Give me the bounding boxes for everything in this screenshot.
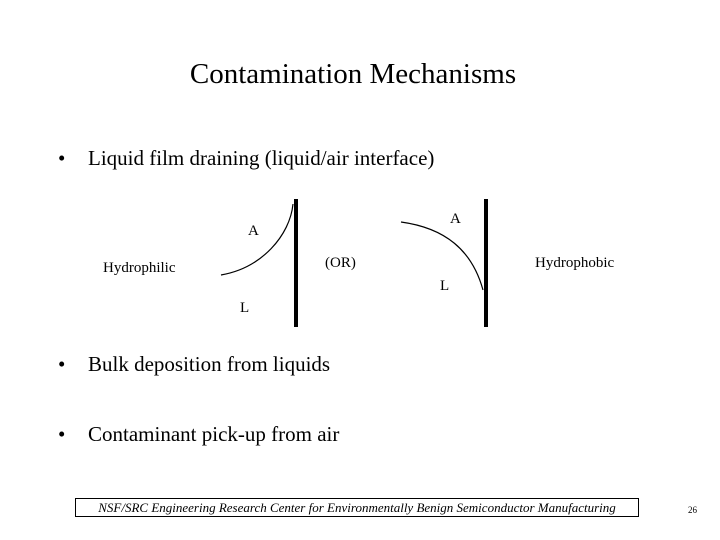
hydrophilic-air-label: A — [248, 223, 259, 239]
hydrophilic-label: Hydrophilic — [103, 260, 176, 276]
bullet-text: Contaminant pick-up from air — [88, 422, 340, 446]
hydrophobic-diagram — [401, 199, 614, 327]
hydrophobic-air-label: A — [450, 211, 461, 227]
or-separator: (OR) — [325, 255, 356, 271]
bullet-liquid-film-draining — [58, 146, 434, 171]
hydrophobic-liquid-label: L — [440, 278, 450, 294]
wetting-diagram — [0, 190, 720, 340]
bullet-bulk-deposition — [58, 352, 330, 377]
slide-title: Contamination Mechanisms — [189, 58, 517, 90]
footer-banner: NSF/SRC Engineering Research Center for Environmentally Benign Semiconductor Manufacturing — [75, 498, 639, 517]
bullet-glyph: • — [58, 352, 66, 376]
bullet-contaminant-pickup — [58, 422, 339, 447]
hydrophilic-diagram — [103, 199, 296, 327]
hydrophilic-meniscus — [221, 204, 293, 275]
hydrophilic-liquid-label: L — [240, 300, 250, 316]
page-number: 26 — [688, 505, 697, 515]
bullet-glyph: • — [58, 422, 66, 446]
bullet-glyph: • — [58, 146, 66, 170]
hydrophobic-label: Hydrophobic — [535, 255, 615, 271]
bullet-text: Liquid film draining (liquid/air interface) — [88, 146, 435, 170]
bullet-text: Bulk deposition from liquids — [88, 352, 331, 376]
